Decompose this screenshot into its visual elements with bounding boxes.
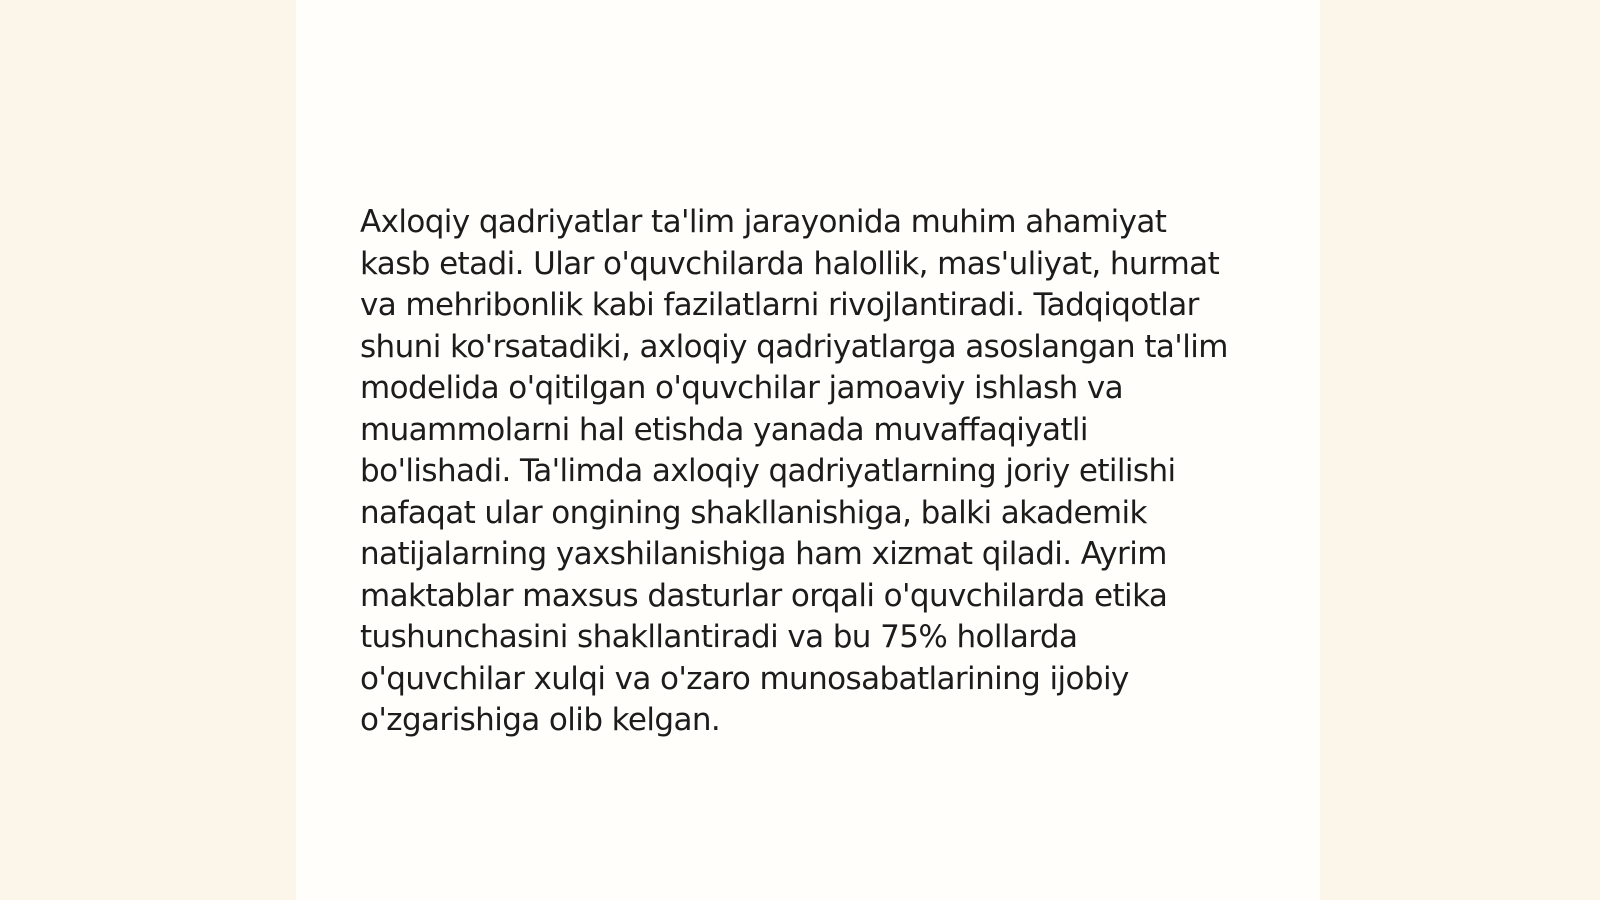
body-paragraph: Axloqiy qadriyatlar ta'lim jarayonida muhim ahamiyat kasb etadi. Ular o'quvchilarda halollik, mas'uliyat, hurmat va mehribonlik kabi fazilatlarni rivojlantiradi. Tadqiqotlar shuni ko'rsatadiki, axloqiy qadriyatlarga asoslangan ta'lim modelida o'qitilgan o'quvchilar jamoaviy ishlash va muammolarni hal etishda yanada muvaffaqiyatli bo'lishadi. Ta'limda axloqiy qadriyatlarning joriy etilishi nafaqat ular ongining shakllanishiga, balki akademik natijalarning yaxshilanishiga ham xizmat qiladi. Ayrim maktablar maxsus dasturlar orqali o'quvchilarda etika tushunchasini shakllantiradi va bu 75% hollarda o'quvchilar xulqi va o'zaro munosabatlarining ijobiy o'zgarishiga olib kelgan. bbox=[360, 204, 1228, 738]
document-page bbox=[296, 0, 1320, 900]
